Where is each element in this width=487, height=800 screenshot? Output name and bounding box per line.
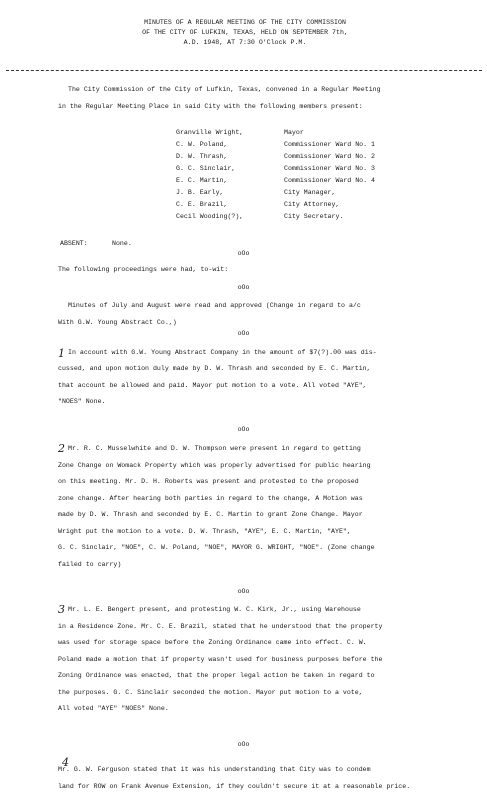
attendee-title: Commissioner Ward No. 4: [284, 177, 376, 184]
attendee-name: C. E. Brazil,: [176, 201, 228, 208]
item-line: Zoning Ordinance was enacted, that the proper legal action be taken in regard to: [58, 672, 375, 679]
item-line: zone change. After hearing both parties in regard to the change, A Motion was: [58, 495, 363, 502]
separator: oOo: [237, 588, 250, 595]
absent-label: ABSENT:: [60, 240, 88, 247]
separator: oOo: [237, 284, 250, 291]
proceedings-intro: The following proceedings were had, to-wit:: [58, 266, 229, 273]
item-line: Wright put the motion to a vote. D. W. Thrash, "AYE", E. C. Martin, "AYE",: [58, 528, 351, 535]
separator: oOo: [237, 330, 250, 337]
item-line: land for ROW on Frank Avenue Extension, if they couldn't secure it at a reasonable price.: [58, 783, 411, 790]
attendee-title: City Secretary.: [284, 213, 344, 220]
attendee-name: E. C. Martin,: [176, 177, 228, 184]
item-line: Poland made a motion that if property wasn't used for business purposes before the: [58, 656, 383, 663]
attendee-title: Commissioner Ward No. 2: [284, 153, 376, 160]
attendee-title: Mayor: [284, 129, 304, 136]
item-line: cussed, and upon motion duly made by D. W. Thrash and seconded by E. C. Martin,: [58, 365, 371, 372]
attendee-title: Commissioner Ward No. 3: [284, 165, 376, 172]
intro-line-1: The City Commission of the City of Lufkin, Texas, convened in a Regular Meeting: [68, 86, 381, 93]
absent-value: None.: [112, 240, 132, 247]
item-line: All voted "AYE" "NOES" None.: [58, 705, 169, 712]
item-mark: 1: [58, 347, 65, 360]
attendee-name: Granville Wright,: [176, 129, 244, 136]
separator: oOo: [237, 741, 250, 748]
item-line: "NOES" None.: [58, 398, 106, 405]
item-line: that account be allowed and paid. Mayor put motion to a vote. All voted "AYE",: [58, 382, 367, 389]
attendee-name: D. W. Thrash,: [176, 153, 228, 160]
item-line: failed to carry): [58, 561, 122, 568]
document-title-line-1: MINUTES OF A REGULAR MEETING OF THE CITY COMMISSION: [144, 19, 346, 26]
item-line: In account with G.W. Young Abstract Company in the amount of $7(?).00 was dis-: [68, 349, 377, 356]
item-line: Mr. L. E. Bengert present, and protesting W. C. Kirk, Jr., using Warehouse: [68, 606, 361, 613]
attendee-title: Commissioner Ward No. 1: [284, 141, 376, 148]
attendee-name: C. W. Poland,: [176, 141, 228, 148]
item-mark: 4: [62, 756, 69, 769]
item-mark: 3: [58, 603, 65, 616]
item-line: Zone Change on Womack Property which was properly advertised for public hearing: [58, 462, 371, 469]
minutes-line-2: With G.W. Young Abstract Co.,): [58, 319, 177, 326]
document-title-line-2: OF THE CITY OF LUFKIN, TEXAS, HELD ON SEPTEMBER 7th,: [142, 29, 348, 36]
item-line: in a Residence Zone. Mr. C. E. Brazil, stated that he understood that the property: [58, 623, 383, 630]
item-line: Mr. G. W. Ferguson stated that it was his understanding that City was to condem: [58, 766, 371, 773]
attendee-name: J. B. Early,: [176, 189, 224, 196]
item-line: on this meeting. Mr. D. H. Roberts was present and protested to the proposed: [58, 478, 359, 485]
attendee-name: Cecil Wooding(?),: [176, 213, 244, 220]
intro-line-2: in the Regular Meeting Place in said City with the following members present:: [58, 103, 363, 110]
separator: oOo: [237, 250, 250, 257]
separator: oOo: [237, 426, 250, 433]
header-divider: [6, 70, 482, 71]
item-line: Mr. R. C. Musselwhite and D. W. Thompson were present in regard to getting: [68, 445, 361, 452]
attendee-name: G. C. Sinclair,: [176, 165, 236, 172]
item-line: made by D. W. Thrash and seconded by E. C. Martin to grant Zone Change. Mayor: [58, 511, 363, 518]
document-title-line-3: A.D. 1948, AT 7:30 O'Clock P.M.: [183, 39, 307, 46]
attendee-title: City Manager,: [284, 189, 336, 196]
item-mark: 2: [58, 442, 65, 455]
attendee-title: City Attorney,: [284, 201, 340, 208]
minutes-line-1: Minutes of July and August were read and approved (Change in regard to a/c: [68, 302, 361, 309]
item-line: G. C. Sinclair, "NOE", C. W. Poland, "NOE", MAYOR G. WRIGHT, "NOE". (Zone change: [58, 544, 375, 551]
item-line: the purposes. G. C. Sinclair seconded the motion. Mayor put motion to a vote,: [58, 689, 363, 696]
item-line: was used for storage space before the Zoning Ordinance came into effect. C. W.: [58, 639, 367, 646]
